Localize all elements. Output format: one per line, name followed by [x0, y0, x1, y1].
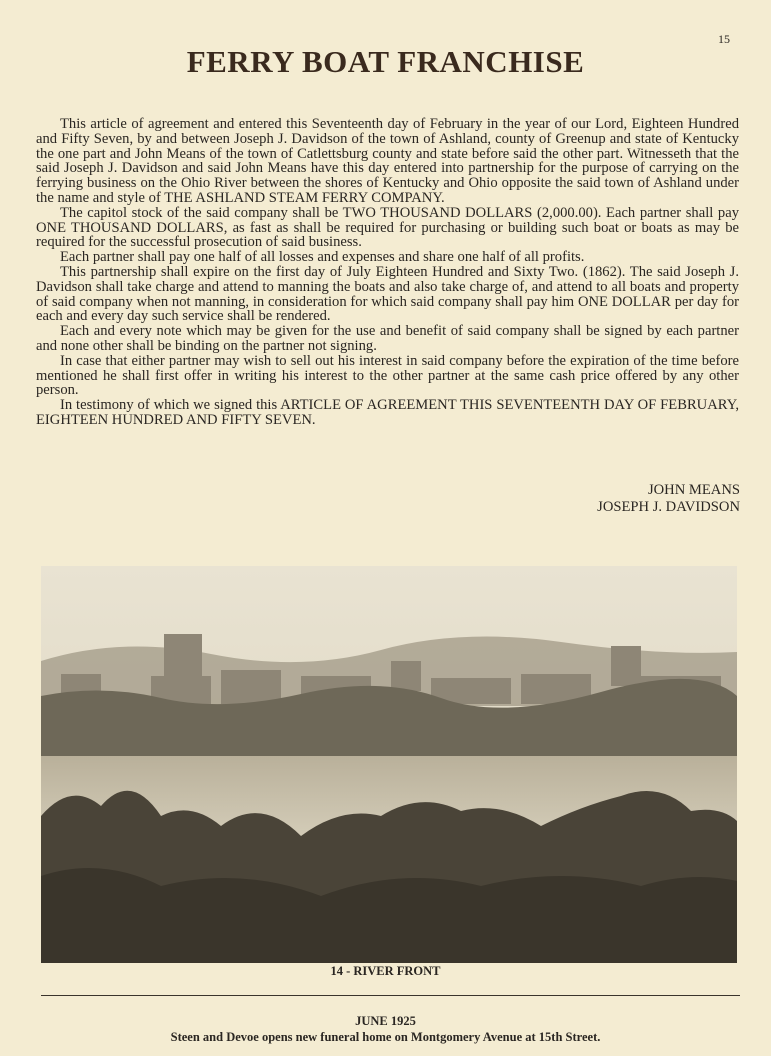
paragraph: In testimony of which we signed this ARTICLE OF AGREEMENT THIS SEVENTEENTH DAY OF FEBRUARY, EIGHTEEN HUNDRED AND FIFTY SEVEN.: [36, 397, 739, 428]
paragraph: This article of agreement and entered this Seventeenth day of February in the year of our Lord, Eighteen Hundred and Fifty Seven, by and between Joseph J. Davidson of the town of Ashland, county of Greenup and state of Kentucky the one part and John Means of the town of Catlettsburg county and state before said the other part. Witnesseth that the said Joseph J. Davidson and said John Means have this day entered into partnership for the purpose of carrying on the ferrying business on the Ohio River between the shores of Kentucky and Ohio opposite the said town of Ashland under the name and style of THE ASHLAND STEAM FERRY COMPANY.: [36, 116, 739, 206]
paragraph: Each partner shall pay one half of all losses and expenses and share one half of all profits.: [60, 249, 585, 266]
paragraph: The capitol stock of the said company shall be TWO THOUSAND DOLLARS (2,000.00). Each partner shall pay ONE THOUSAND DOLLARS, as fast as shall be required for purchasing or building such boat or boats as may be required for the successful prosecution of said business.: [36, 204, 739, 251]
paragraph: This partnership shall expire on the first day of July Eighteen Hundred and Sixty Two. (1862). The said Joseph J. Davidson shall take charge and attend to manning the boats and also take charge of, and attend to all boats and property of said company when not manning, in consideration for which said company shall pay him ONE DOLLAR per day for each and every day such service shall be rendered.: [36, 263, 739, 325]
signature-block: [597, 482, 740, 516]
page-number: 15: [718, 32, 730, 46]
page-title: FERRY BOAT FRANCHISE: [186, 44, 585, 79]
signatory-name: JOHN MEANS: [647, 482, 740, 498]
agreement-text: [36, 117, 739, 428]
divider: [41, 995, 740, 996]
photo-caption: 14 - RIVER FRONT: [330, 964, 441, 978]
paragraph: Each and every note which may be given for the use and benefit of said company shall be signed by each partner and none other shall be binding on the partner not signing.: [36, 323, 739, 354]
footer-date: JUNE 1925: [355, 1014, 416, 1028]
footer-note: Steen and Devoe opens new funeral home on Montgomery Avenue at 15th Street.: [170, 1030, 601, 1044]
river-front-photo: [41, 566, 737, 963]
signatory-name: JOSEPH J. DAVIDSON: [597, 499, 740, 515]
paragraph: In case that either partner may wish to sell out his interest in said company before the expiration of the time before mentioned he shall first offer in writing his interest to the other partner at the same cash price offered by any other person.: [36, 352, 739, 399]
